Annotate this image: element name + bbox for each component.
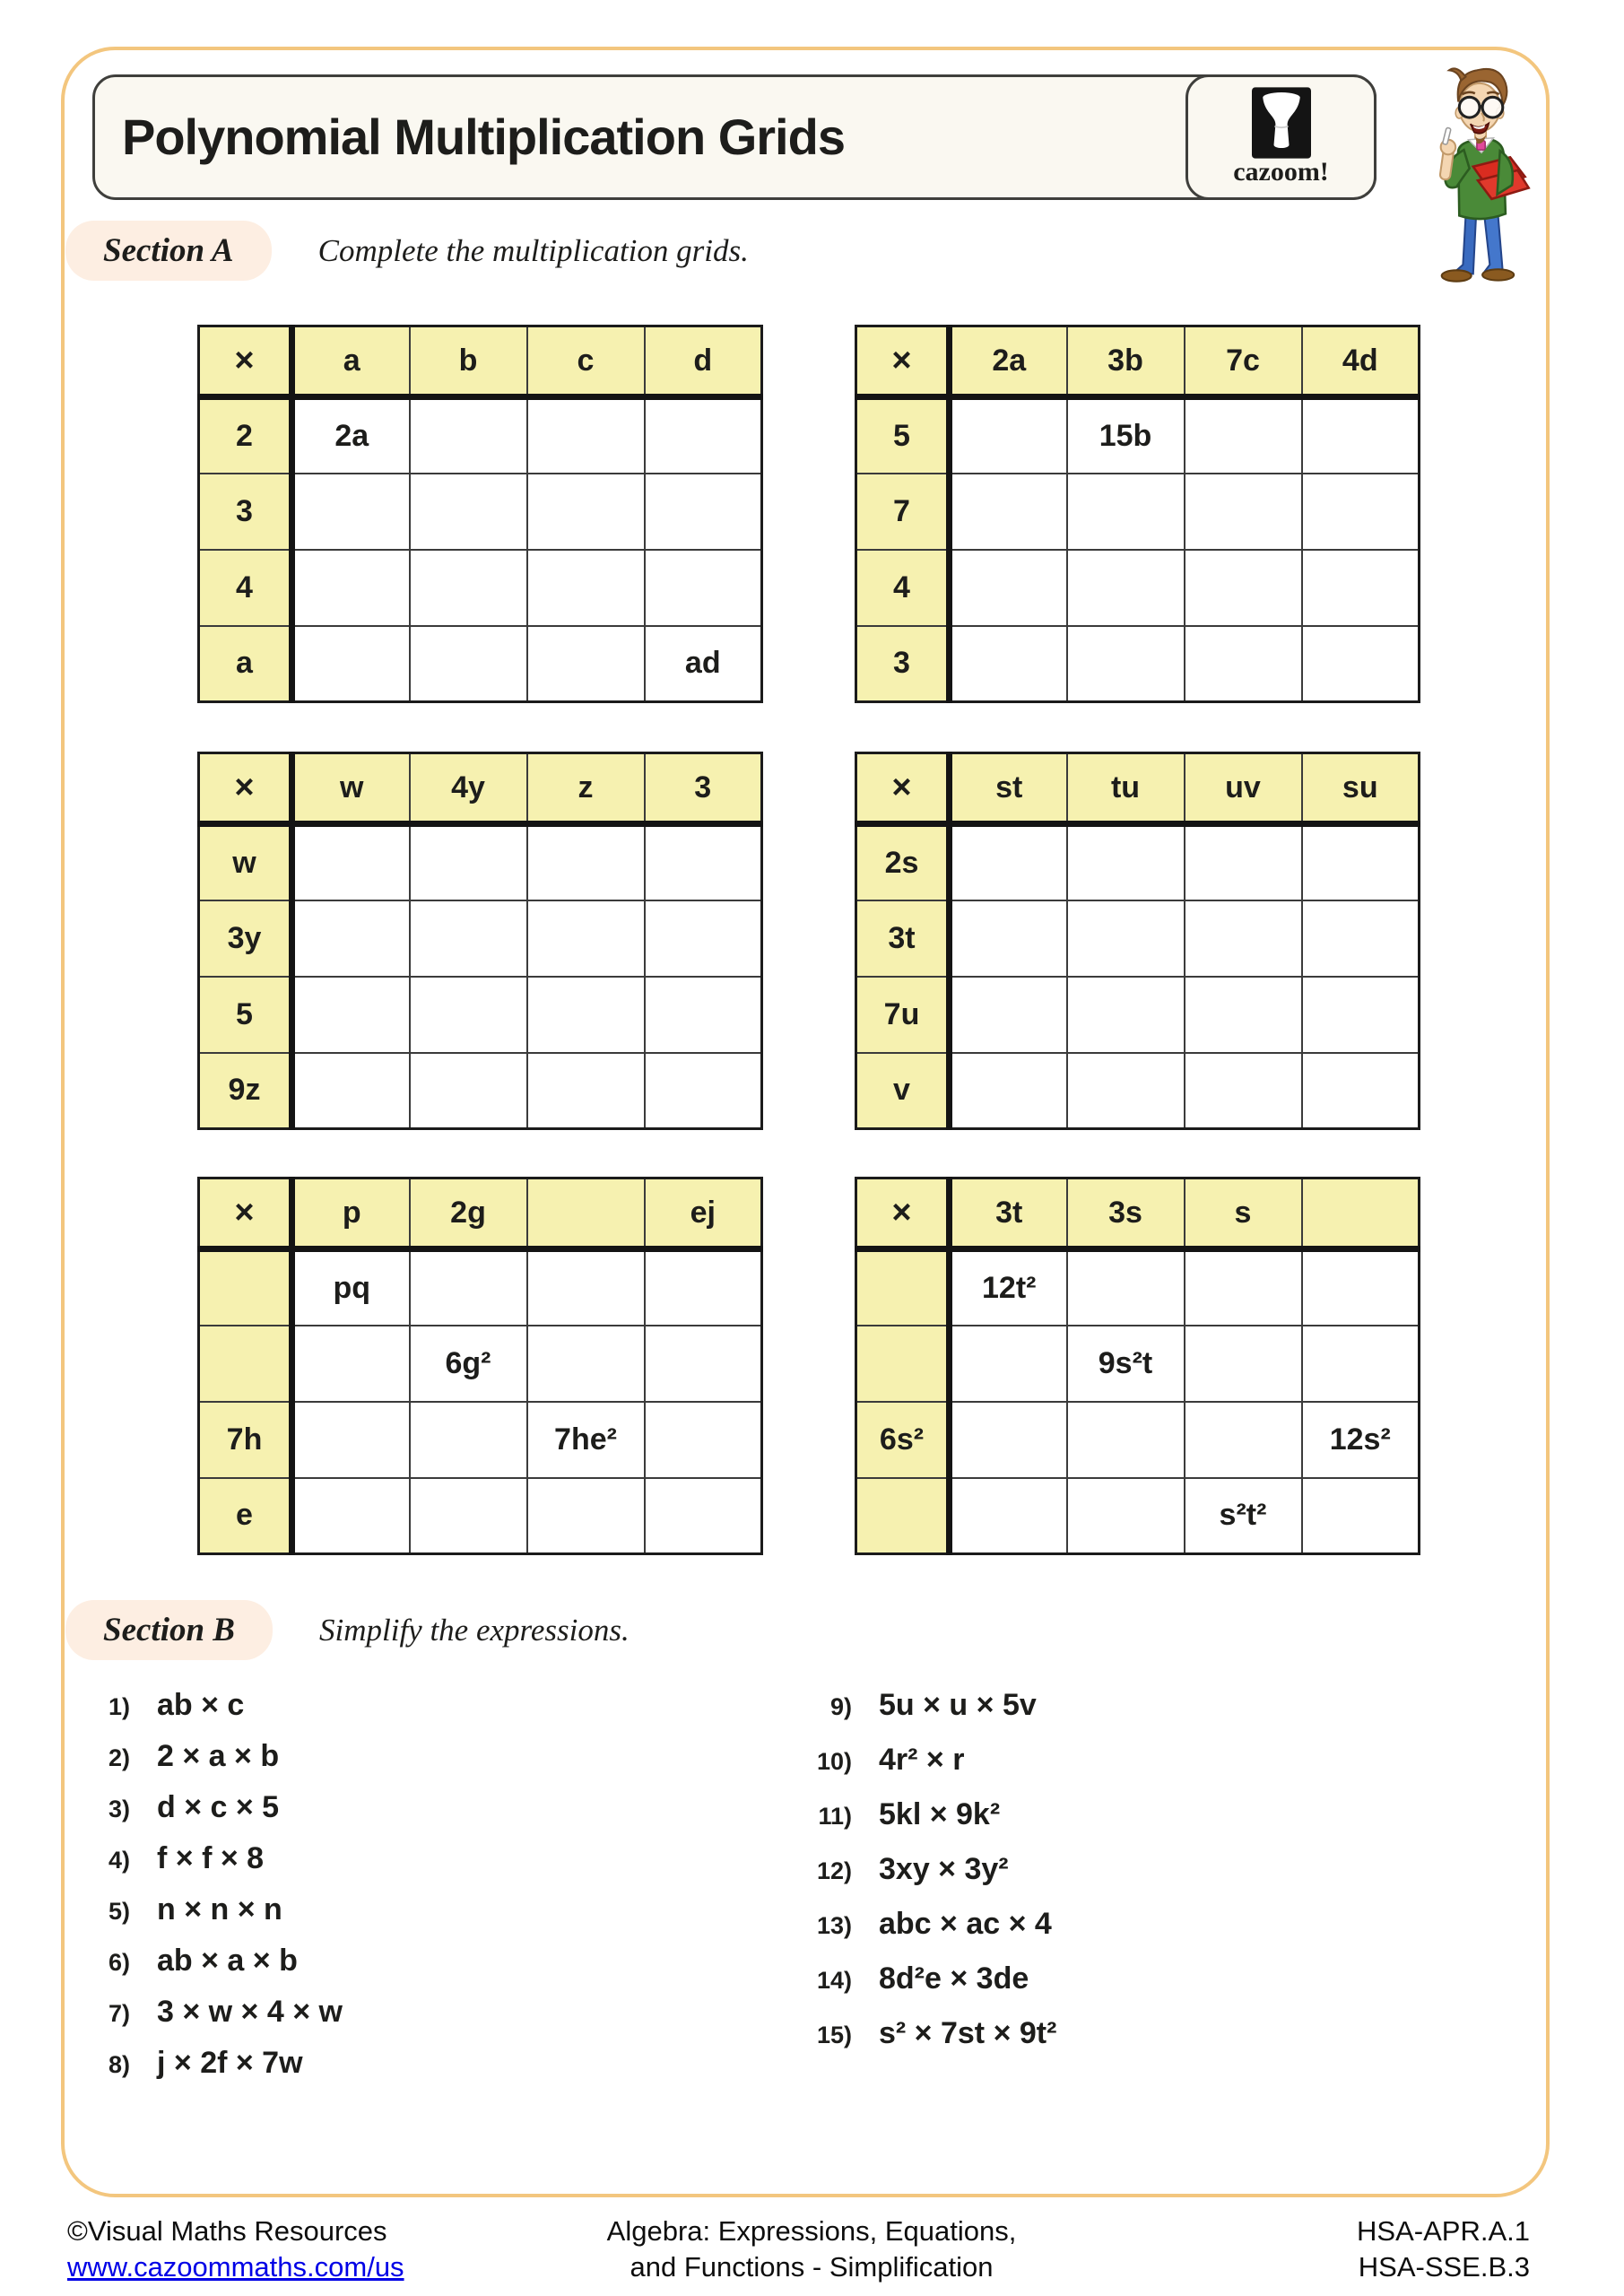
multiplication-grid-2	[855, 325, 1420, 703]
expression-text: abc × ac × 4	[879, 1907, 1052, 1941]
grid-corner-multiply-symbol: ×	[199, 753, 292, 824]
footer-standards	[1357, 2213, 1530, 2285]
expression-item	[76, 1995, 343, 2046]
grid-cell-empty	[1302, 1478, 1420, 1554]
grid-cell-filled: 7he²	[527, 1402, 645, 1478]
grid-cell-empty	[1185, 1053, 1302, 1129]
grid-cell-filled: pq	[292, 1249, 410, 1326]
grid-row-header: 5	[199, 977, 292, 1053]
grid-cell-empty	[645, 550, 762, 626]
grid-row-header: 3t	[856, 900, 950, 977]
grid-column-header: s	[1185, 1178, 1302, 1249]
footer-publisher	[67, 2213, 404, 2285]
grid-row-header: w	[199, 824, 292, 900]
multiplication-grid-table	[855, 1177, 1420, 1555]
grid-cell-filled: s²t²	[1185, 1478, 1302, 1554]
grid-cell-empty	[292, 474, 410, 550]
grid-cell-empty	[410, 1249, 527, 1326]
teacher-illustration	[1406, 59, 1553, 291]
expression-text: 2 × a × b	[157, 1739, 280, 1773]
grid-cell-empty	[1067, 900, 1185, 977]
grid-cell-empty	[950, 626, 1067, 702]
grid-cell-empty	[1302, 1249, 1420, 1326]
grid-column-header: c	[527, 326, 645, 397]
grid-cell-empty	[645, 977, 762, 1053]
cazoom-website-link[interactable]: www.cazoommaths.com/us	[67, 2251, 404, 2283]
grid-cell-empty	[950, 1326, 1067, 1402]
grid-cell-empty	[1067, 474, 1185, 550]
expression-number: 12)	[816, 1857, 852, 1884]
grid-row-header: 4	[856, 550, 950, 626]
grid-cell-empty	[645, 397, 762, 474]
grid-cell-filled: 6g²	[410, 1326, 527, 1402]
grid-cell-empty	[1185, 1326, 1302, 1402]
grid-column-header: d	[645, 326, 762, 397]
cazoom-drum-icon	[1252, 87, 1311, 159]
expressions-column-right	[798, 1688, 1056, 2071]
grid-cell-empty	[527, 900, 645, 977]
grid-cell-empty	[1302, 550, 1420, 626]
grid-column-header: a	[292, 326, 410, 397]
expression-number: 15)	[816, 2022, 852, 2048]
grid-cell-empty	[950, 1478, 1067, 1554]
grid-cell-empty	[1185, 474, 1302, 550]
expression-text: 3 × w × 4 × w	[157, 1995, 343, 2029]
grid-cell-filled: 12s²	[1302, 1402, 1420, 1478]
expression-number: 1)	[108, 1693, 130, 1720]
grid-corner-multiply-symbol: ×	[856, 753, 950, 824]
grid-column-header: b	[410, 326, 527, 397]
grid-cell-empty	[527, 626, 645, 702]
grid-corner-multiply-symbol: ×	[199, 326, 292, 397]
grid-row-header: 2s	[856, 824, 950, 900]
expression-text: ab × a × b	[157, 1944, 298, 1978]
grid-cell-empty	[1067, 550, 1185, 626]
multiplication-grid-4	[855, 752, 1420, 1130]
grid-cell-filled: 15b	[1067, 397, 1185, 474]
grid-cell-empty	[645, 1053, 762, 1129]
grid-cell-empty	[410, 1478, 527, 1554]
grid-cell-empty	[292, 1478, 410, 1554]
expression-number: 4)	[108, 1847, 130, 1874]
topic-line-2: and Functions - Simplification	[630, 2251, 994, 2283]
multiplication-grid-table	[855, 752, 1420, 1130]
expression-text: 5kl × 9k²	[879, 1797, 1001, 1831]
section-a-instruction: Complete the multiplication grids.	[317, 232, 749, 268]
grid-row-header	[199, 1249, 292, 1326]
grid-cell-empty	[527, 1053, 645, 1129]
grid-cell-empty	[1302, 824, 1420, 900]
grid-row-header: 9z	[199, 1053, 292, 1129]
multiplication-grid-5	[197, 1177, 763, 1555]
grid-cell-empty	[1302, 977, 1420, 1053]
grid-cell-empty	[527, 1249, 645, 1326]
topic-line-1: Algebra: Expressions, Equations,	[606, 2215, 1017, 2247]
expression-text: j × 2f × 7w	[157, 2046, 303, 2080]
grid-column-header: w	[292, 753, 410, 824]
grid-cell-empty	[950, 1053, 1067, 1129]
grid-cell-empty	[1302, 397, 1420, 474]
grid-row-header: e	[199, 1478, 292, 1554]
grid-cell-empty	[410, 397, 527, 474]
expression-item	[798, 1852, 1056, 1907]
grid-cell-empty	[410, 1402, 527, 1478]
grid-cell-empty	[645, 824, 762, 900]
expression-text: 4r² × r	[879, 1743, 965, 1777]
grid-cell-empty	[645, 1249, 762, 1326]
grid-cell-empty	[645, 1478, 762, 1554]
grid-column-header: z	[527, 753, 645, 824]
expression-item	[76, 1892, 343, 1944]
grid-column-header: p	[292, 1178, 410, 1249]
expression-item	[76, 1790, 343, 1841]
grid-cell-empty	[1302, 900, 1420, 977]
standard-code-2: HSA-SSE.B.3	[1358, 2251, 1530, 2283]
grid-cell-empty	[410, 900, 527, 977]
grid-column-header: 3s	[1067, 1178, 1185, 1249]
expression-text: 5u × u × 5v	[879, 1688, 1037, 1722]
grid-cell-empty	[645, 1402, 762, 1478]
cazoom-logo	[1185, 74, 1376, 200]
expression-item	[798, 1688, 1056, 1743]
expression-item	[76, 1841, 343, 1892]
grid-cell-empty	[1067, 626, 1185, 702]
grid-cell-empty	[410, 474, 527, 550]
cazoom-logo-text: cazoom!	[1233, 157, 1329, 187]
grid-cell-empty	[292, 1326, 410, 1402]
grid-row-header: 7u	[856, 977, 950, 1053]
grid-cell-empty	[410, 977, 527, 1053]
grid-cell-empty	[1067, 1249, 1185, 1326]
grid-row-header: a	[199, 626, 292, 702]
grid-cell-empty	[1185, 550, 1302, 626]
expression-number: 2)	[108, 1744, 130, 1771]
grid-row-header: 7h	[199, 1402, 292, 1478]
expression-text: ab × c	[157, 1688, 245, 1722]
grid-row-header	[856, 1326, 950, 1402]
grid-cell-empty	[950, 824, 1067, 900]
grid-row-header: 7	[856, 474, 950, 550]
grid-cell-empty	[292, 977, 410, 1053]
grid-cell-empty	[527, 550, 645, 626]
grid-column-header: st	[950, 753, 1067, 824]
grid-column-header	[527, 1178, 645, 1249]
grid-row-header: 5	[856, 397, 950, 474]
grid-row-header: 4	[199, 550, 292, 626]
grid-column-header: 3t	[950, 1178, 1067, 1249]
standard-code-1: HSA-APR.A.1	[1357, 2215, 1530, 2247]
grid-column-header	[1302, 1178, 1420, 1249]
expression-number: 6)	[108, 1949, 130, 1976]
grid-column-header: 2g	[410, 1178, 527, 1249]
grid-corner-multiply-symbol: ×	[856, 326, 950, 397]
multiplication-grid-3	[197, 752, 763, 1130]
grid-cell-empty	[950, 397, 1067, 474]
expression-text: f × f × 8	[157, 1841, 265, 1875]
grid-row-header: 3	[199, 474, 292, 550]
grid-row-header: 2	[199, 397, 292, 474]
grid-cell-empty	[410, 824, 527, 900]
grid-cell-empty	[410, 626, 527, 702]
expression-text: n × n × n	[157, 1892, 282, 1926]
expression-number: 14)	[816, 1967, 852, 1994]
section-b-header	[65, 1600, 630, 1660]
grid-column-header: 3b	[1067, 326, 1185, 397]
copyright-text: ©Visual Maths Resources	[67, 2215, 387, 2247]
grid-column-header: su	[1302, 753, 1420, 824]
grid-corner-multiply-symbol: ×	[856, 1178, 950, 1249]
expression-number: 7)	[108, 2000, 130, 2027]
expression-number: 13)	[816, 1912, 852, 1939]
expression-number: 3)	[108, 1796, 130, 1822]
grid-cell-empty	[950, 977, 1067, 1053]
grid-cell-empty	[1067, 1402, 1185, 1478]
section-a-label: Section A	[65, 221, 272, 281]
grid-cell-empty	[1067, 1478, 1185, 1554]
expression-number: 10)	[816, 1748, 852, 1775]
grid-row-header: 3	[856, 626, 950, 702]
grid-column-header: ej	[645, 1178, 762, 1249]
grid-cell-empty	[1185, 626, 1302, 702]
grid-corner-multiply-symbol: ×	[199, 1178, 292, 1249]
grid-cell-empty	[410, 1053, 527, 1129]
expression-number: 11)	[818, 1803, 852, 1830]
grid-cell-empty	[645, 474, 762, 550]
grid-cell-empty	[1185, 397, 1302, 474]
grid-column-header: 7c	[1185, 326, 1302, 397]
expression-item	[798, 2016, 1056, 2071]
grid-cell-empty	[527, 1478, 645, 1554]
grid-cell-empty	[1185, 1402, 1302, 1478]
grid-row-header	[856, 1249, 950, 1326]
grid-cell-empty	[950, 550, 1067, 626]
section-b-label: Section B	[65, 1600, 273, 1660]
page-title: Polynomial Multiplication Grids	[122, 109, 845, 165]
grid-row-header: 3y	[199, 900, 292, 977]
grid-cell-filled: ad	[645, 626, 762, 702]
grid-cell-empty	[1185, 1249, 1302, 1326]
grid-cell-empty	[527, 1326, 645, 1402]
grid-cell-empty	[1185, 977, 1302, 1053]
expression-item	[798, 1961, 1056, 2016]
grid-cell-empty	[1185, 900, 1302, 977]
multiplication-grid-1	[197, 325, 763, 703]
grid-cell-empty	[1067, 977, 1185, 1053]
grid-cell-filled: 2a	[292, 397, 410, 474]
grid-row-header	[856, 1478, 950, 1554]
grid-cell-filled: 12t²	[950, 1249, 1067, 1326]
grid-cell-empty	[410, 550, 527, 626]
expressions-column-left	[76, 1688, 343, 2097]
expression-number: 9)	[829, 1693, 852, 1720]
grid-cell-empty	[645, 900, 762, 977]
grid-cell-empty	[1302, 1053, 1420, 1129]
grid-column-header: tu	[1067, 753, 1185, 824]
grid-cell-empty	[292, 824, 410, 900]
grid-cell-empty	[527, 824, 645, 900]
grid-column-header: 3	[645, 753, 762, 824]
grid-cell-empty	[292, 550, 410, 626]
multiplication-grid-table	[197, 1177, 763, 1555]
grid-cell-empty	[950, 1402, 1067, 1478]
title-box	[92, 74, 1376, 200]
grid-cell-empty	[950, 474, 1067, 550]
expression-item	[76, 1739, 343, 1790]
grid-cell-empty	[527, 977, 645, 1053]
grid-column-header: 4d	[1302, 326, 1420, 397]
grid-cell-empty	[1067, 824, 1185, 900]
expression-item	[798, 1907, 1056, 1961]
grid-column-header: uv	[1185, 753, 1302, 824]
expression-number: 8)	[108, 2051, 130, 2078]
grid-cell-empty	[292, 1402, 410, 1478]
grid-cell-empty	[1302, 626, 1420, 702]
expression-number: 5)	[108, 1898, 130, 1925]
section-b-instruction: Simplify the expressions.	[319, 1612, 630, 1648]
multiplication-grid-table	[197, 752, 763, 1130]
multiplication-grid-table	[855, 325, 1420, 703]
expression-item	[798, 1797, 1056, 1852]
grid-cell-empty	[1302, 474, 1420, 550]
grid-cell-filled: 9s²t	[1067, 1326, 1185, 1402]
grid-cell-empty	[1302, 1326, 1420, 1402]
grid-row-header: v	[856, 1053, 950, 1129]
grid-cell-empty	[292, 900, 410, 977]
expression-text: d × c × 5	[157, 1790, 280, 1824]
grid-cell-empty	[645, 1326, 762, 1402]
grid-cell-empty	[1185, 824, 1302, 900]
expression-item	[76, 1688, 343, 1739]
grid-cell-empty	[292, 626, 410, 702]
footer-topic	[408, 2213, 1215, 2285]
expression-item	[798, 1743, 1056, 1797]
expression-text: 8d²e × 3de	[879, 1961, 1029, 1996]
grid-row-header	[199, 1326, 292, 1402]
grid-cell-empty	[1067, 1053, 1185, 1129]
section-a-header	[65, 221, 749, 281]
grid-cell-empty	[527, 397, 645, 474]
grid-cell-empty	[292, 1053, 410, 1129]
expression-item	[76, 1944, 343, 1995]
expression-text: s² × 7st × 9t²	[879, 2016, 1057, 2050]
expression-item	[76, 2046, 343, 2097]
grid-row-header: 6s²	[856, 1402, 950, 1478]
grid-cell-empty	[950, 900, 1067, 977]
grid-column-header: 4y	[410, 753, 527, 824]
multiplication-grid-table	[197, 325, 763, 703]
expression-text: 3xy × 3y²	[879, 1852, 1009, 1886]
grid-cell-empty	[527, 474, 645, 550]
multiplication-grid-6	[855, 1177, 1420, 1555]
grid-column-header: 2a	[950, 326, 1067, 397]
